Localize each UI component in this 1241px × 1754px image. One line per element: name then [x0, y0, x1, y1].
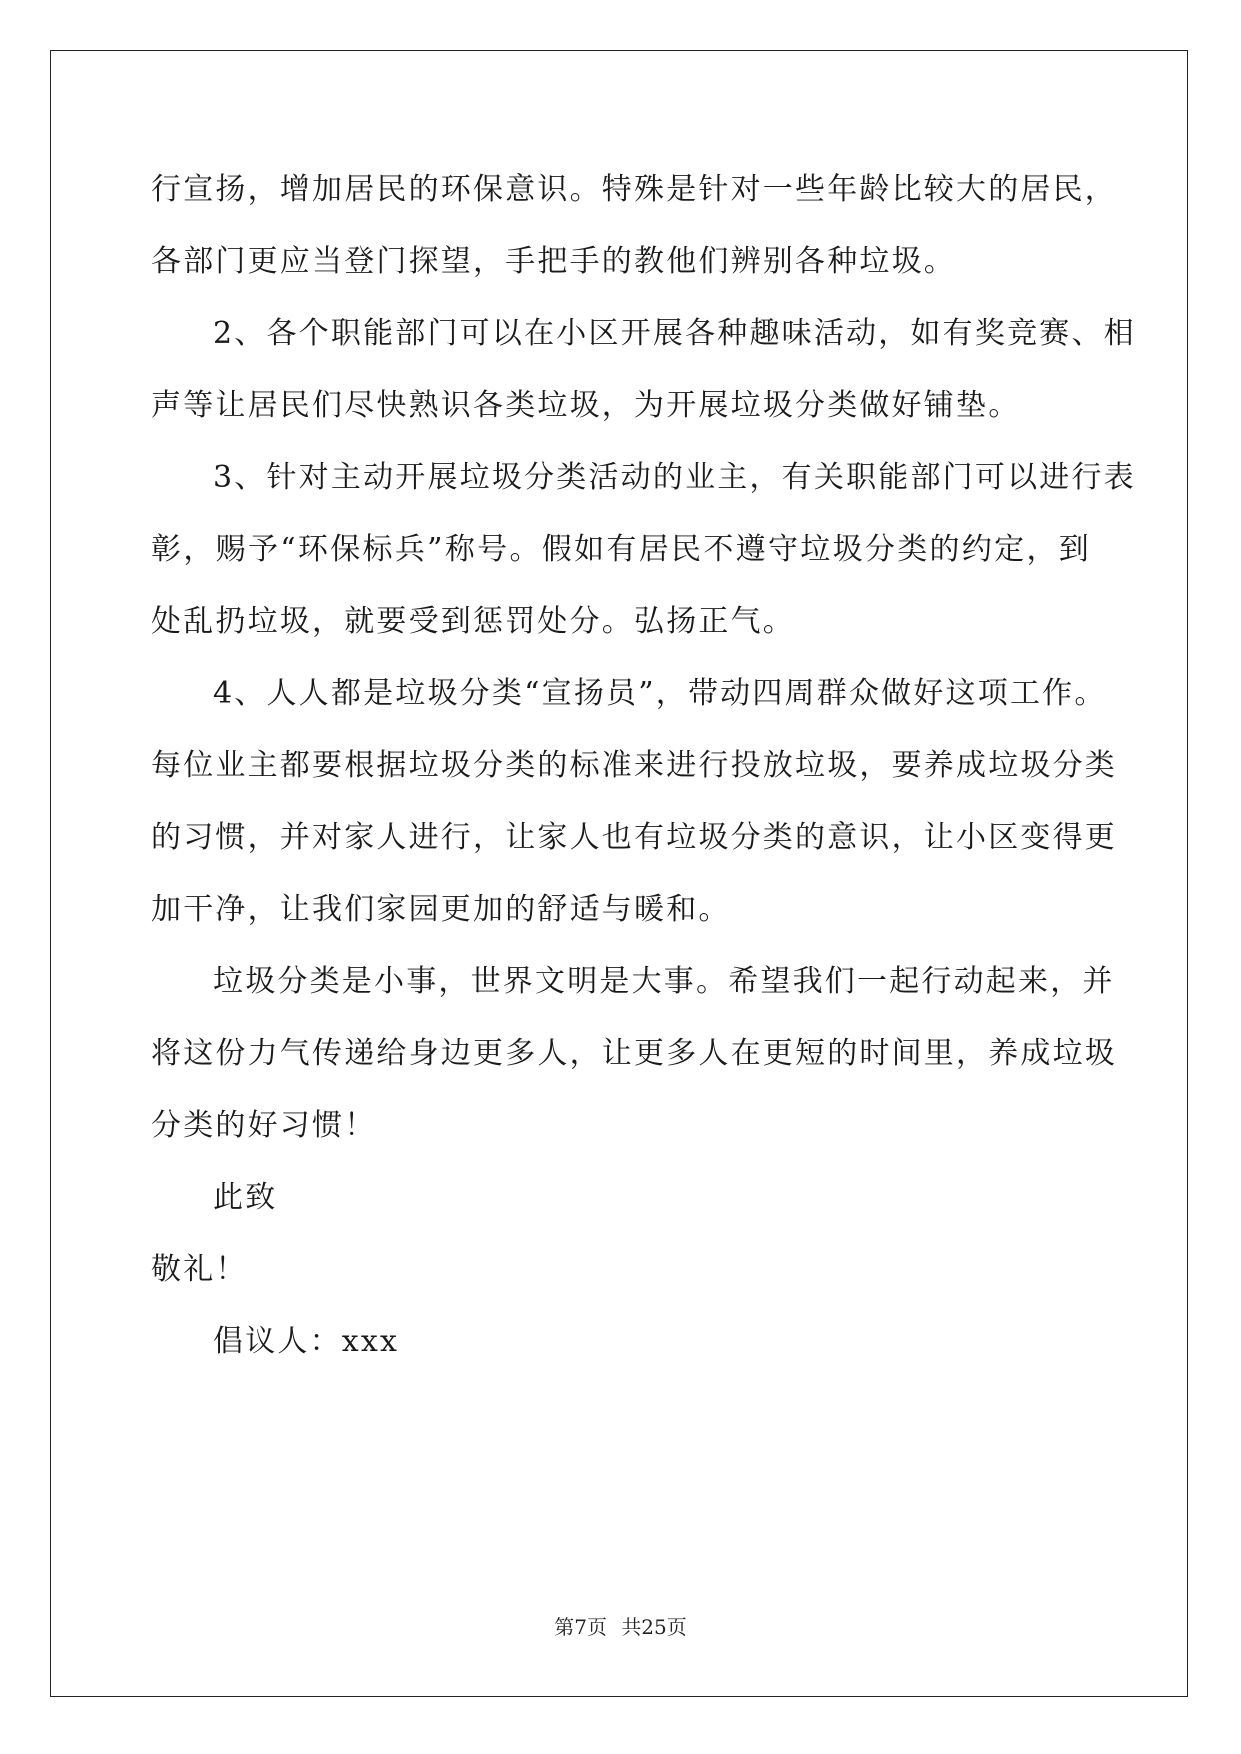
paragraph-start-line: 2、各个职能部门可以在小区开展各种趣味活动，如有奖竞赛、相 — [213, 316, 1136, 351]
text-line: 加干净，让我们家园更加的舒适与暖和。 — [151, 892, 731, 927]
page-border — [50, 50, 1188, 1697]
text-line: 将这份力气传递给身边更多人，让更多人在更短的时间里，养成垃圾 — [151, 1036, 1117, 1071]
text-line: 彰，赐予“环保标兵”称号。假如有居民不遵守垃圾分类的约定，到 — [151, 532, 1091, 567]
text-line: 分类的好习惯！ — [151, 1108, 377, 1143]
paragraph-start-line: 垃圾分类是小事，世界文明是大事。希望我们一起行动起来，并 — [213, 964, 1115, 999]
salutation-regards: 敬礼！ — [151, 1252, 248, 1287]
page-number-current: 第7页 — [554, 1615, 607, 1639]
page-number-total: 共25页 — [621, 1615, 687, 1639]
text-line: 每位业主都要根据垃圾分类的标准来进行投放垃圾，要养成垃圾分类 — [151, 748, 1117, 783]
text-line: 行宣扬，增加居民的环保意识。特殊是针对一些年龄比较大的居民， — [151, 172, 1117, 207]
signatory: 倡议人：xxx — [213, 1324, 400, 1359]
text-line: 的习惯，并对家人进行，让家人也有垃圾分类的意识，让小区变得更 — [151, 820, 1117, 855]
salutation-closing: 此致 — [213, 1180, 278, 1215]
paragraph-start-line: 4、人人都是垃圾分类“宣扬员”，带动四周群众做好这项工作。 — [213, 676, 1107, 711]
paragraph-start-line: 3、针对主动开展垃圾分类活动的业主，有关职能部门可以进行表 — [213, 460, 1136, 495]
text-line: 声等让居民们尽快熟识各类垃圾，为开展垃圾分类做好铺垫。 — [151, 388, 1021, 423]
page-footer — [0, 1614, 1241, 1640]
text-line: 处乱扔垃圾，就要受到惩罚处分。弘扬正气。 — [151, 604, 795, 639]
text-line: 各部门更应当登门探望，手把手的教他们辨别各种垃圾。 — [151, 244, 956, 279]
